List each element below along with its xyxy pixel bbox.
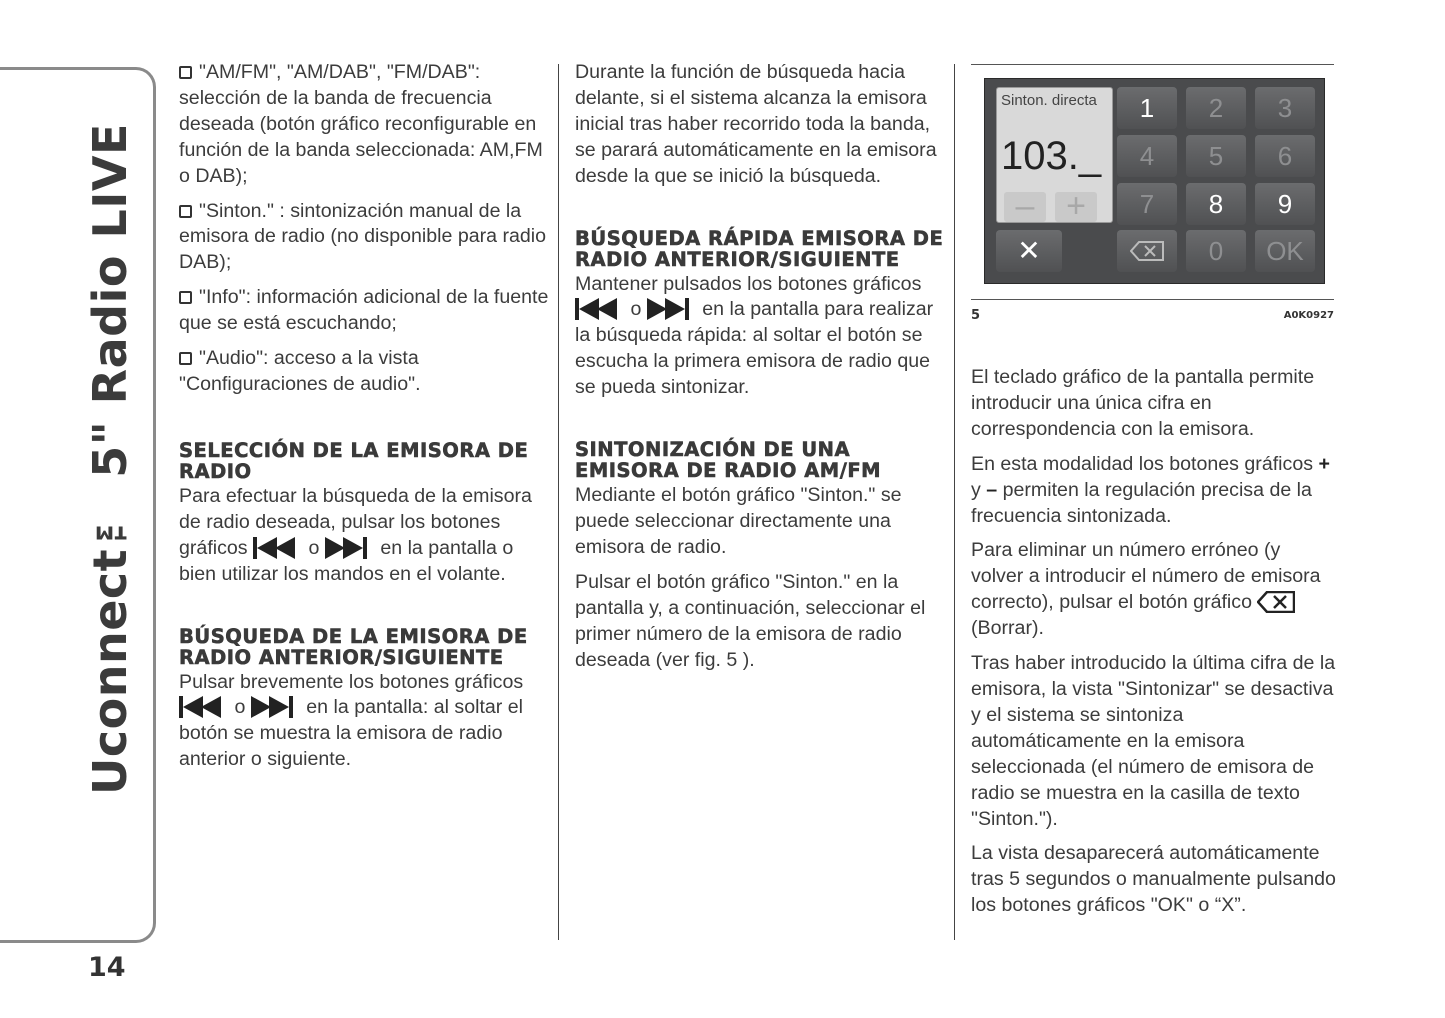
paragraph: Tras haber introducido la última cifra de la emisora, la vista "Sintonizar" se desactiva y el sistema se sintoniza automáticamente en la emisora seleccionada (el número de emisora de radio se muestra en la casilla de texto "Sinton."). bbox=[971, 652, 1336, 830]
key-3[interactable]: 3 bbox=[1255, 87, 1315, 129]
section-heading: SELECCIÓN DE LA EMISORA DE RADIO bbox=[179, 438, 529, 483]
paragraph: El teclado gráfico de la pantalla permite introducir una única cifra en correspondencia con la emisora. bbox=[971, 366, 1315, 440]
plus-button[interactable]: + bbox=[1055, 192, 1097, 222]
ok-button[interactable]: OK bbox=[1255, 230, 1315, 272]
paragraph: Para efectuar la búsqueda de la emisora de radio deseada, pulsar los botones gráficos o en la pantalla o bien utilizar los mandos en el volante. bbox=[179, 484, 532, 585]
minus-button[interactable]: – bbox=[1004, 192, 1046, 222]
figure-bottom-rule bbox=[971, 299, 1334, 300]
paragraph: La vista desaparecerá automáticamente tras 5 segundos o manualmente pulsando los botones gráficos "OK" o “X”. bbox=[971, 842, 1336, 917]
backspace-icon bbox=[1257, 591, 1295, 613]
paragraph: Pulsar el botón gráfico "Sinton." en la pantalla y, a continuación, seleccionar el primer número de la emisora de radio deseada (ver fig. 5 ). bbox=[575, 570, 926, 671]
backspace-button[interactable] bbox=[1117, 230, 1177, 272]
column-divider bbox=[954, 64, 955, 940]
paragraph: Pulsar brevemente los botones gráficos o en la pantalla: al soltar el botón se muestra la emisora de radio anterior o siguiente. bbox=[179, 670, 524, 771]
tuning-keypad-screen bbox=[984, 78, 1325, 284]
section-heading: BÚSQUEDA DE LA EMISORA DE RADIO ANTERIOR/SIGUIENTE bbox=[179, 624, 528, 669]
paragraph: En esta modalidad los botones gráficos + y – permiten la regulación precisa de la frecuencia sintonizada. bbox=[971, 452, 1330, 527]
page-number: 14 bbox=[88, 952, 126, 983]
paragraph: Para eliminar un número erróneo (y volver a introducir el número de emisora correcto), pulsar el botón gráfico (Borrar). bbox=[971, 539, 1321, 640]
next-track-icon bbox=[325, 537, 375, 559]
key-4[interactable]: 4 bbox=[1117, 135, 1177, 177]
column-3 bbox=[971, 365, 1336, 928]
list-item: "Sinton." : sintonización manual de la emisora de radio (no disponible para radio DAB); bbox=[179, 199, 547, 274]
previous-track-icon bbox=[253, 537, 303, 559]
key-7[interactable]: 7 bbox=[1117, 183, 1177, 225]
frequency-display bbox=[996, 87, 1113, 223]
column-divider bbox=[558, 64, 559, 940]
checkbox-bullet-icon bbox=[179, 66, 192, 79]
figure-code: A0K0927 bbox=[1283, 310, 1334, 321]
paragraph: Mantener pulsados los botones gráficos o en la pantalla para realizar la búsqueda rápida: al soltar el botón se escucha la primera emisora de radio que se pueda sintonizar. bbox=[575, 272, 934, 399]
column-2 bbox=[575, 60, 945, 682]
section-heading: BÚSQUEDA RÁPIDA EMISORA DE RADIO ANTERIOR/SIGUIENTE bbox=[575, 226, 944, 271]
checkbox-bullet-icon bbox=[179, 205, 192, 218]
key-8[interactable]: 8 bbox=[1186, 183, 1246, 225]
list-item: "AM/FM", "AM/DAB", "FM/DAB": selección de la banda de frecuencia deseada (botón gráfico reconfigurable en función de la banda seleccionada: AM,FM o DAB); bbox=[179, 61, 543, 187]
figure-top-rule bbox=[971, 64, 1334, 65]
list-item: "Audio": acceso a la vista "Configuraciones de audio". bbox=[179, 347, 421, 395]
key-2[interactable]: 2 bbox=[1186, 87, 1246, 129]
backspace-icon bbox=[1130, 241, 1164, 261]
section-heading: SINTONIZACIÓN DE UNA EMISORA DE RADIO AM/FM bbox=[575, 438, 882, 483]
figure-number: 5 bbox=[971, 308, 981, 323]
key-1[interactable]: 1 bbox=[1117, 87, 1177, 129]
paragraph: Durante la función de búsqueda hacia delante, si el sistema alcanza la emisora inicial tras haber recorrido toda la banda, se parará automáticamente en la emisora desde la que se inició la búsqueda. bbox=[575, 61, 937, 187]
checkbox-bullet-icon bbox=[179, 291, 192, 304]
checkbox-bullet-icon bbox=[179, 352, 192, 365]
key-6[interactable]: 6 bbox=[1255, 135, 1315, 177]
key-9[interactable]: 9 bbox=[1255, 183, 1315, 225]
previous-track-icon bbox=[179, 696, 229, 718]
key-5[interactable]: 5 bbox=[1186, 135, 1246, 177]
next-track-icon bbox=[647, 298, 697, 320]
column-1 bbox=[179, 60, 549, 782]
paragraph: Mediante el botón gráfico "Sinton." se puede seleccionar directamente una emisora de radio. bbox=[575, 484, 902, 558]
chapter-title: Uconnect™ 5" Radio LIVE bbox=[83, 123, 137, 795]
list-item: "Info": información adicional de la fuente que se está escuchando; bbox=[179, 286, 549, 335]
display-title: Sinton. directa bbox=[1001, 92, 1097, 109]
close-button[interactable]: ✕ bbox=[996, 230, 1062, 272]
display-value: 103._ bbox=[1001, 134, 1102, 178]
key-0[interactable]: 0 bbox=[1186, 230, 1246, 272]
previous-track-icon bbox=[575, 298, 625, 320]
next-track-icon bbox=[251, 696, 301, 718]
